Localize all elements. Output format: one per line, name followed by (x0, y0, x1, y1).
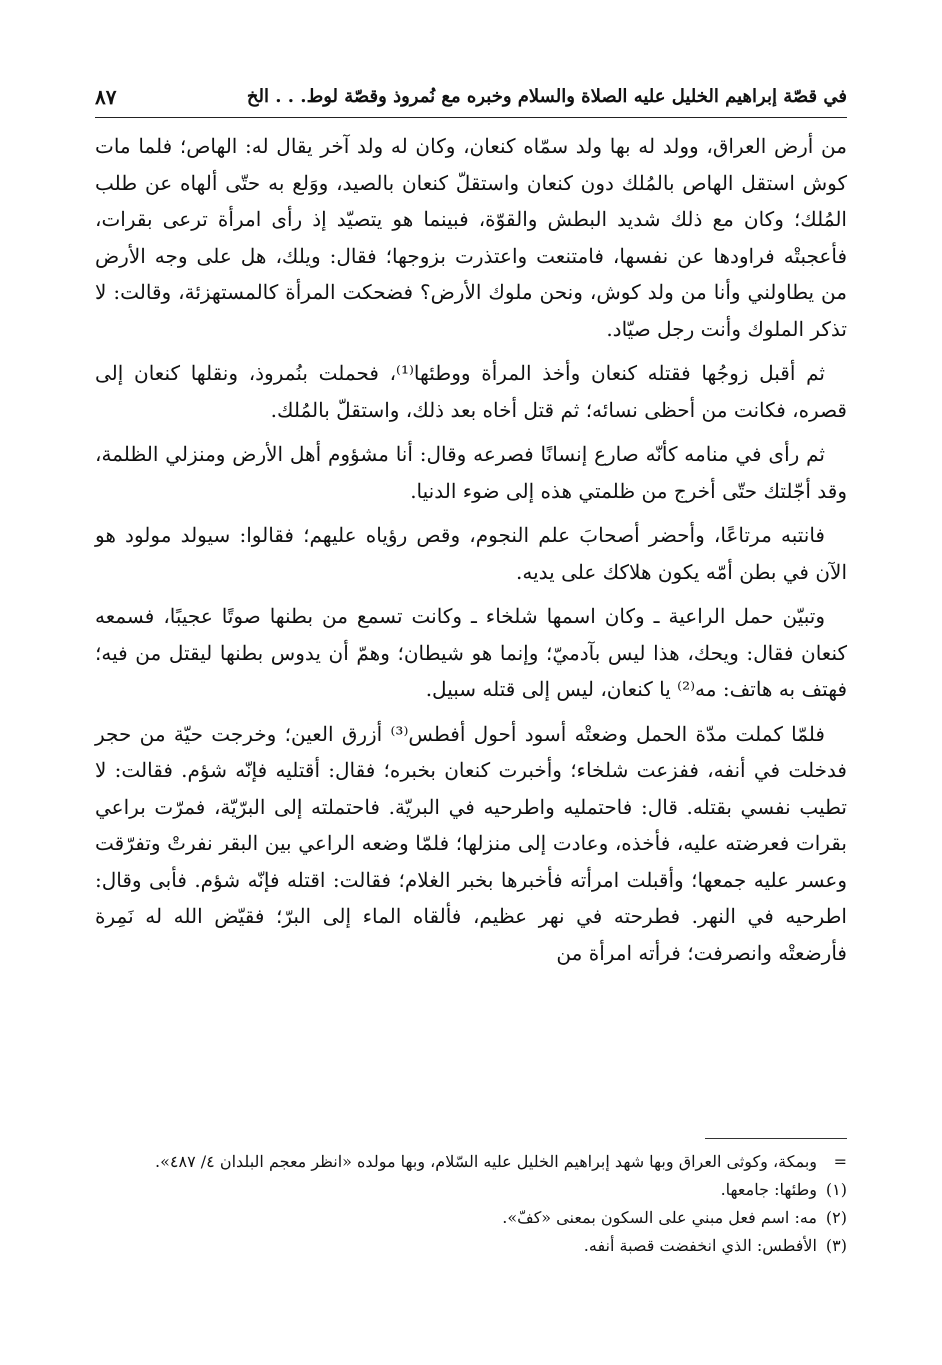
footnote-item (115, 1204, 847, 1232)
main-text (95, 128, 847, 979)
footnote-text: مه: اسم فعل مبني على السكون بمعنى «كفّ». (502, 1208, 817, 1227)
paragraph: من أرض العراق، وولد له بها ولد سمّاه كنعان، وكان له ولد آخر يقال له: الهاص؛ فلما مات كوش استقل الهاص بالمُلك دون كنعان واستقلّ كنعان بالصيد، ووَلع به حتّى ألهاه عن طلب المُلك؛ وكان مع ذلك شديد البطش والقوّة، فبينما هو يتصيّد إذ رأى امرأة ترعى بقرات، فأعجبتْه فراودها عن نفسها، فامتنعت واعتذرت بزوجها؛ فقال: ويلك، هل على وجه الأرض من يطاولني وأنا من ولد كوش، ونحن ملوك الأرض؟ فضحكت المرأة كالمستهزئة، وقالت: لا تذكر الملوك وأنت رجل صيّاد. (95, 134, 847, 341)
paragraph: فانتبه مرتاعًا، وأحضر أصحابَ علم النجوم، وقص رؤياه عليهم؛ فقالوا: سيولد مولود هو الآن في بطن أمّه يكون هلاكك على يديه. (95, 523, 847, 584)
footnotes (115, 1148, 847, 1260)
running-title: في قصّة إبراهيم الخليل عليه الصلاة والسلام وخبره مع نُمروذ وقصّة لوط. . . الخ (246, 86, 847, 107)
footnote-item (115, 1232, 847, 1260)
paragraph: وتبيّن حمل الراعية ـ وكان اسمها شلخاء ـ وكانت تسمع من بطنها صوتًا عجيبًا، فسمعه كنعان فقال: ويحك، هذا ليس بآدميّ؛ وإنما هو شيطان؛ وهمّ أن يدوس بطنها ليقتل من فيه؛ فهتف به هاتف: مه⁽²⁾ يا كنعان، ليس إلى قتله سبيل. (95, 604, 848, 701)
footnote-mark: (٣) (825, 1236, 847, 1255)
footnote-mark: (١) (825, 1180, 847, 1199)
footnote-mark: (٢) (825, 1208, 847, 1227)
page-header (95, 82, 847, 118)
footnote-text: وطئها: جامعها. (720, 1180, 817, 1199)
paragraph: ثم رأى في منامه كأنّه صارع إنسانًا فصرعه وقال: أنا مشؤوم أهل الأرض ومنزلي الظلمة، وقد أجّلتك حتّى أخرج من ظلمتي هذه إلى ضوء الدنيا. (95, 442, 847, 503)
page-number: ٨٧ (95, 85, 117, 109)
footnote-mark: = (833, 1152, 847, 1171)
footnote-item (115, 1148, 847, 1176)
footnote-text: وبمكة، وكوثى العراق وبها شهد إبراهيم الخليل عليه السّلام، وبها مولده «انظر معجم البلدان ٤/ ٤٨٧». (155, 1152, 817, 1171)
paragraph: ثم أقبل زوجُها فقتله كنعان وأخذ المرأة ووطئها⁽¹⁾، فحملت بنُمروذ، ونقلها كنعان إلى قصره، فكانت من أحظى نسائه؛ ثم قتل أخاه بعد ذلك، واستقلّ بالمُلك. (95, 361, 847, 422)
footnote-divider (705, 1138, 847, 1139)
paragraph: فلمّا كملت مدّة الحمل وضعتْه أسود أحول أفطس⁽³⁾ أزرق العين؛ وخرجت حيّة من حجر فدخلت في أنفه، ففزعت شلخاء؛ وأخبرت كنعان بخبره؛ فقال: أقتليه فإنّه شؤم. فقالت: لا تطيب نفسي بقتله. قال: فاحتمليه واطرحيه في البريّة. فاحتملته إلى البرّيّة، فمرّت براعي بقرات فعرضته عليه، فأخذه، وعادت إلى منزلها؛ فلمّا وضعه الراعي بين البقر نفرتْ وتفرّقت وعسر عليه جمعها؛ وأقبلت امرأته فأخبرها بخبر الغلام؛ فقالت: اقتله فإنّه شؤم. فأبى وقال: اطرحيه في النهر. فطرحته في نهر عظيم، فألقاه الماء إلى البرّ؛ فقيّض الله له نَمِرة فأرضعتْه وانصرفت؛ فرأته امرأة من (95, 721, 848, 965)
footnote-text: الأفطس: الذي انخفضت قصبة أنفه. (583, 1236, 817, 1255)
header-divider (95, 117, 847, 118)
footnote-item (115, 1176, 847, 1204)
